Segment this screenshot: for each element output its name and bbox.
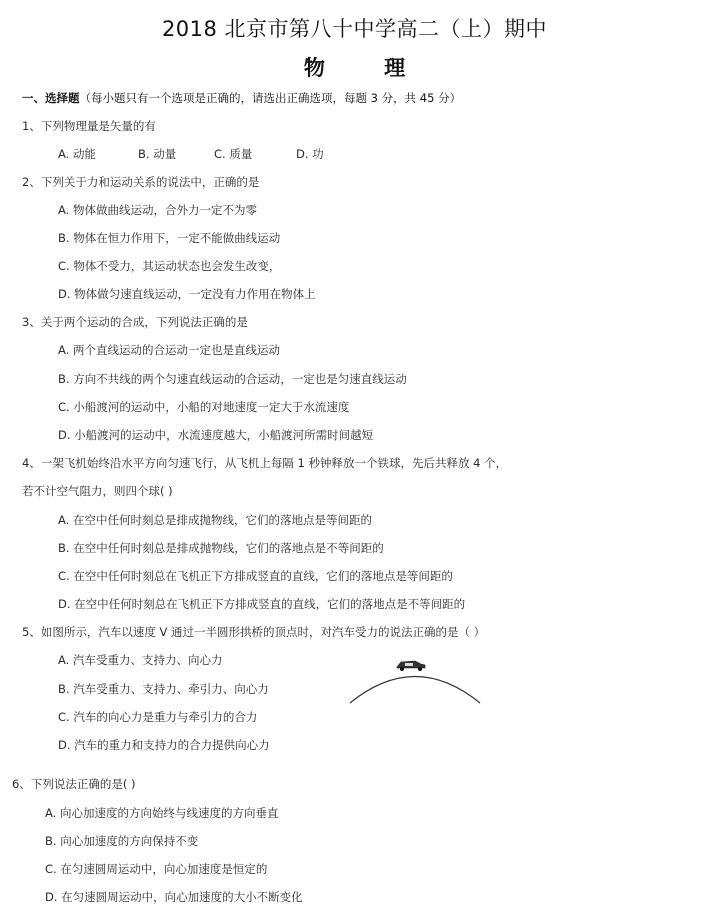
question-1-option-b: B. 动量 (138, 147, 177, 161)
question-1-option-a: A. 动能 (58, 147, 96, 161)
question-6-option-d: D. 在匀速圆周运动中，向心加速度的大小不断变化 (45, 890, 303, 904)
question-5-stem: 5、如图所示，汽车以速度 V 通过一半圆形拱桥的顶点时，对汽车受力的说法正确的是（ ） (22, 625, 486, 639)
question-5-option-a: A. 汽车受重力、支持力、向心力 (58, 653, 223, 667)
question-4-stem-continued: 若不计空气阻力，则四个球( ) (22, 484, 173, 498)
question-2-option-d: D. 物体做匀速直线运动，一定没有力作用在物体上 (58, 287, 316, 301)
question-3-option-a: A. 两个直线运动的合运动一定也是直线运动 (58, 343, 280, 357)
question-5-option-d: D. 汽车的重力和支持力的合力提供向心力 (58, 738, 270, 752)
section-heading (22, 90, 461, 106)
arch-bridge-curve (350, 677, 480, 704)
question-2-option-a: A. 物体做曲线运动，合外力一定不为零 (58, 203, 257, 217)
question-2-option-b: B. 物体在恒力作用下，一定不能做曲线运动 (58, 231, 281, 245)
question-4-option-b: B. 在空中任何时刻总是排成抛物线，它们的落地点是不等间距的 (58, 541, 384, 555)
car-icon (397, 661, 425, 671)
section-heading-note: （每小题只有一个选项是正确的，请选出正确选项，每题 3 分，共 45 分） (79, 91, 462, 105)
page-title: 2018 北京市第八十中学高二（上）期中 (161, 17, 548, 41)
question-6-option-a: A. 向心加速度的方向始终与线速度的方向垂直 (45, 806, 279, 820)
question-3-option-b: B. 方向不共线的两个匀速直线运动的合运动，一定也是匀速直线运动 (58, 372, 407, 386)
question-2-stem: 2、下列关于力和运动关系的说法中，正确的是 (22, 175, 260, 189)
arch-bridge-figure (345, 655, 485, 710)
section-heading-label: 一、选择题 (22, 91, 80, 105)
question-4-option-a: A. 在空中任何时刻总是排成抛物线，它们的落地点是等间距的 (58, 513, 372, 527)
question-6-option-c: C. 在匀速圆周运动中，向心加速度是恒定的 (45, 862, 268, 876)
question-1-option-c: C. 质量 (214, 147, 253, 161)
question-1-option-d: D. 功 (296, 147, 324, 161)
question-2-option-c: C. 物体不受力，其运动状态也会发生改变， (58, 259, 281, 273)
question-1-options (58, 146, 324, 162)
question-3-option-c: C. 小船渡河的运动中，小船的对地速度一定大于水流速度 (58, 400, 350, 414)
question-1-stem: 1、下列物理量是矢量的有 (22, 119, 156, 133)
question-3-stem: 3、关于两个运动的合成，下列说法正确的是 (22, 315, 248, 329)
question-5-option-b: B. 汽车受重力、支持力、牵引力、向心力 (58, 682, 269, 696)
question-6-stem: 6、下列说法正确的是( ) (12, 777, 136, 791)
question-6-option-b: B. 向心加速度的方向保持不变 (45, 834, 199, 848)
question-4-option-d: D. 在空中任何时刻总在飞机正下方排成竖直的直线，它们的落地点是不等间距的 (58, 597, 466, 611)
question-4-option-c: C. 在空中任何时刻总在飞机正下方排成竖直的直线，它们的落地点是等间距的 (58, 569, 453, 583)
subject-title: 物 理 (303, 56, 432, 80)
question-5-option-c: C. 汽车的向心力是重力与牵引力的合力 (58, 710, 258, 724)
question-4-stem: 4、一架飞机始终沿水平方向匀速飞行，从飞机上每隔 1 秒钟释放一个铁球，先后共释放 4 个， (22, 456, 508, 470)
question-3-option-d: D. 小船渡河的运动中，水流速度越大，小船渡河所需时间越短 (58, 428, 374, 442)
